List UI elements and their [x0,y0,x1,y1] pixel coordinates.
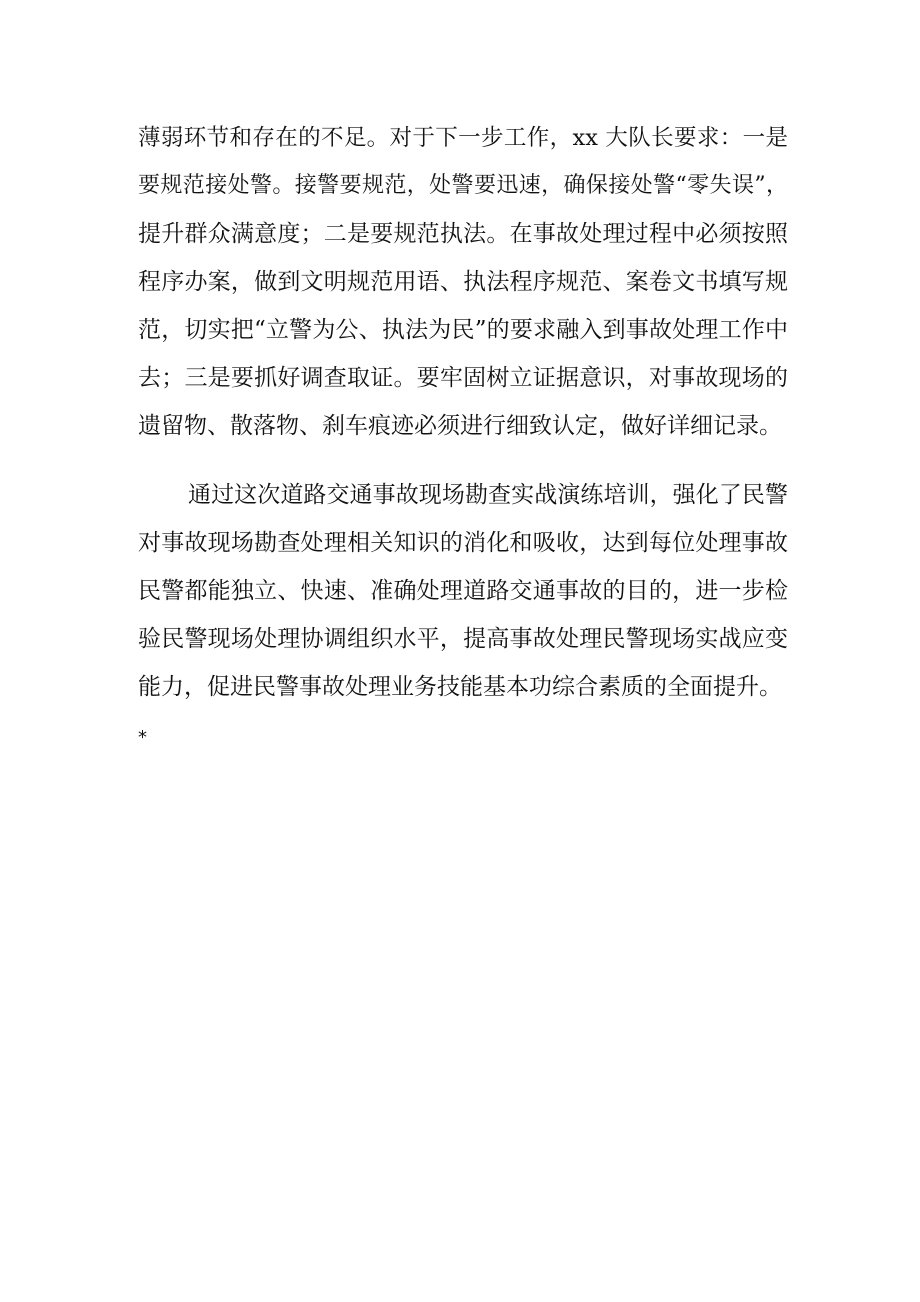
paragraph-line: 要规范接处警。接警要规范，处警要迅速，确保接处警“零失误”， [138,173,788,198]
paragraph-line: 提升群众满意度；二是要规范执法。在事故处理过程中必须按照 [138,221,788,247]
paragraph-line: 能力，促进民警事故处理业务技能基本功综合素质的全面提升。 [138,674,782,700]
paragraph-line: 范，切实把“立警为公、执法为民”的要求融入到事故处理工作中 [138,317,788,343]
paragraph-1 [138,114,788,450]
paragraph-line: 验民警现场处理协调组织水平，提高事故处理民警现场实战应变 [138,626,788,652]
paragraph-line: 薄弱环节和存在的不足。对于下一步工作，xx 大队长要求：一是 [138,125,788,151]
paragraph-line: 民警都能独立、快速、准确处理道路交通事故的目的，进一步检 [138,578,788,604]
paragraph-2 [138,471,788,711]
paragraph-line: 通过这次道路交通事故现场勘查实战演练培训，强化了民警 [188,482,788,508]
end-marker: * [138,727,147,748]
paragraph-line: 遗留物、散落物、刹车痕迹必须进行细致认定，做好详细记录。 [138,413,782,439]
paragraph-line: 对事故现场勘查处理相关知识的消化和吸收，达到每位处理事故 [138,530,788,556]
paragraph-line: 程序办案，做到文明规范用语、执法程序规范、案卷文书填写规 [138,269,788,295]
paragraph-line: 去；三是要抓好调查取证。要牢固树立证据意识，对事故现场的 [138,365,788,391]
